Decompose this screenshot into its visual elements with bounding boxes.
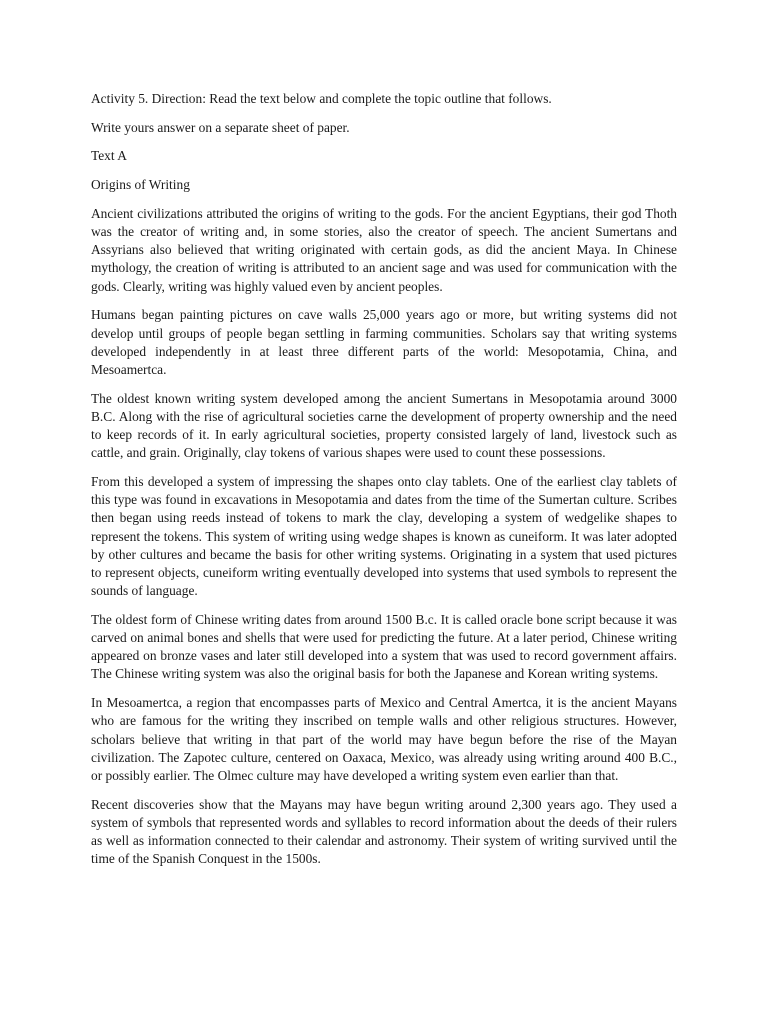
text-label: Text A bbox=[91, 148, 127, 164]
paragraph-2: Humans began painting pictures on cave walls 25,000 years ago or more, but writing systems did not develop until groups of people began settling in farming communities. Scholars say that writing systems developed independently in at least three different parts of the world: Mesopotamia, China, and Mesoamertca. bbox=[91, 307, 677, 377]
paragraph-4: From this developed a system of impressing the shapes onto clay tablets. One of the earliest clay tablets of this type was found in excavations in Mesopotamia and dates from the time of the Sumertan culture. Scribes then began using reeds instead of tokens to mark the clay, developing a system of wedgelike shapes to represent the tokens. This system of writing using wedge shapes is known as cuneiform. It was later adopted by other cultures and became the basis for other writing systems. Originating in a system that used pictures to represent objects, cuneiform writing eventually developed into systems that used symbols to represent the sounds of language. bbox=[91, 473, 677, 599]
paragraph-3: The oldest known writing system developed among the ancient Sumertans in Mesopotamia around 3000 B.C. Along with the rise of agricultural societies carne the development of property ownership and the need to keep records of it. In early agricultural societies, property consisted largely of land, livestock such as cattle, and grain. Originally, clay tokens of various shapes were used to count these possessions. bbox=[91, 390, 677, 461]
paragraph-7: Recent discoveries show that the Mayans may have begun writing around 2,300 years ago. They used a system of symbols that represented words and syllables to record information about the deeds of their rulers as well as information connected to their calendar and astronomy. Their system of writing survived until the time of the Spanish Conquest in the 1500s. bbox=[91, 796, 677, 867]
paragraph-6: In Mesoamertca, a region that encompasses parts of Mexico and Central Amertca, it is the ancient Mayans who are famous for the writing they inscribed on temple walls and other religious structures. However, scholars believe that writing in that part of the world may have begun before the rise of the Mayan civilization. The Zapotec culture, centered on Oaxaca, Mexico, was already using writing around 400 B.C., or possibly earlier. The Olmec culture may have developed a writing system even earlier than that. bbox=[91, 695, 677, 783]
document-title: Origins of Writing bbox=[91, 177, 190, 193]
activity-instruction: Activity 5. Direction: Read the text below and complete the topic outline that follows. bbox=[91, 91, 552, 106]
answer-note: Write yours answer on a separate sheet of paper. bbox=[91, 119, 350, 135]
paragraph-5: The oldest form of Chinese writing dates from around 1500 B.c. It is called oracle bone script because it was carved on animal bones and shells that were used for predicting the future. At a later period, Chinese writing appeared on bronze vases and later still developed into a system that was used to record government affairs. The Chinese writing system was also the original basis for both the Japanese and Korean writing systems. bbox=[91, 611, 677, 682]
paragraph-1: Ancient civilizations attributed the origins of writing to the gods. For the ancient Egyptians, their god Thoth was the creator of writing and, in some stories, also the creator of speech. The ancient Sumertans and Assyrians also believed that writing originated with certain gods, as did the ancient Maya. In Chinese mythology, the creation of writing is attributed to an ancient sage and was used for communication with the gods. Clearly, writing was highly valued even by ancient peoples. bbox=[91, 205, 677, 294]
document-page bbox=[91, 90, 677, 879]
